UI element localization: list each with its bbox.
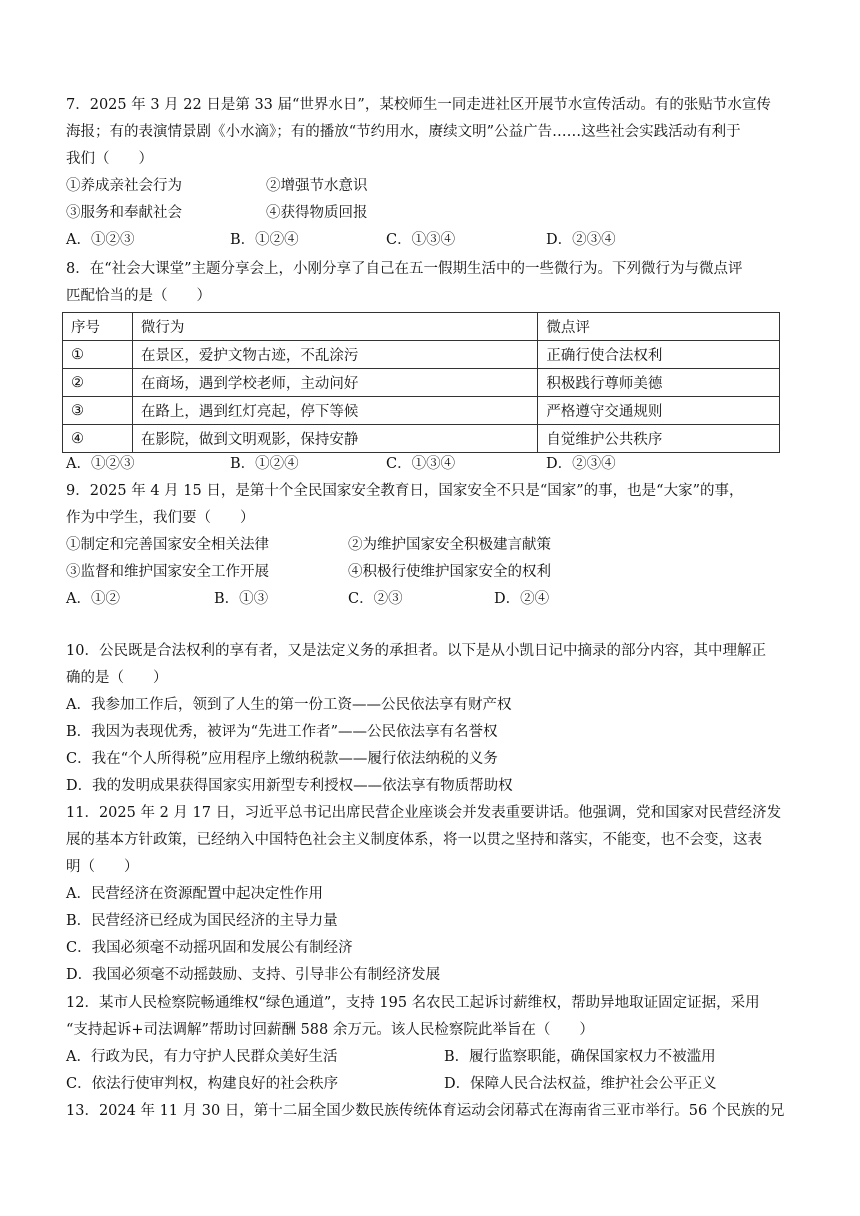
table-cell: 正确行使合法权利 [538,341,780,369]
question-stem-line: 8．在“社会大课堂”主题分享会上，小刚分享了自己在五一假期生活中的一些微行为。下列微行为与微点评 [66,261,743,277]
table-row [63,397,780,425]
answer-options-row [66,1071,792,1098]
option-a[interactable]: A．①②③ [66,456,135,472]
question-stem-line: 确的是（ ） [66,670,168,686]
option-d[interactable]: D．②③④ [546,232,616,248]
question-stem-line: 海报；有的表演情景剧《小水滴》；有的播放“节约用水，赓续文明”公益广告……这些社会实践活动有利于 [66,124,741,140]
option-b[interactable]: B．①②④ [230,456,299,472]
answer-options-row [66,1044,792,1071]
question-11 [66,800,792,989]
option-d[interactable]: D．我的发明成果获得国家实用新型专利授权——依法享有物质帮助权 [66,778,513,794]
statement-item: ①制定和完善国家安全相关法律 [66,537,269,553]
option-a[interactable]: A．民营经济在资源配置中起决定性作用 [66,886,323,902]
answer-options [66,227,792,254]
answer-options [66,586,792,613]
statement-item: ②为维护国家安全积极建言献策 [348,537,551,553]
statement-row [66,200,792,227]
statement-item: ③监督和维护国家安全工作开展 [66,564,269,580]
question-8 [66,256,792,310]
question-stem-line: 我们（ ） [66,151,153,167]
option-c[interactable]: C．依法行使审判权，构建良好的社会秩序 [66,1076,339,1092]
question-7 [66,92,792,254]
option-c[interactable]: C．我在“个人所得税”应用程序上缴纳税款——履行依法纳税的义务 [66,751,498,767]
question-stem-line: 10．公民既是合法权利的享有者，又是法定义务的承担者。以下是从小凯日记中摘录的部分内容，其中理解正 [66,643,766,659]
table-cell: ④ [63,425,133,453]
statement-row [66,559,792,586]
option-b[interactable]: B．民营经济已经成为国民经济的主导力量 [66,913,338,929]
option-c[interactable]: C．①③④ [386,456,456,472]
statement-row [66,532,792,559]
option-d[interactable]: D．②③④ [546,456,616,472]
option-d[interactable]: D．②④ [494,591,550,607]
option-b[interactable]: B．①②④ [230,232,299,248]
option-a[interactable]: A．①②③ [66,232,135,248]
table-row [63,425,780,453]
option-c[interactable]: C．①③④ [386,232,456,248]
statement-item: ①养成亲社会行为 [66,178,182,194]
table-cell: 在路上，遇到红灯亮起，停下等候 [132,397,537,425]
question-stem-line: 13．2024 年 11 月 30 日，第十二届全国少数民族传统体育运动会闭幕式在海南省三亚市举行。56 个民族的兄 [66,1103,785,1119]
question-12 [66,990,792,1098]
table-cell: ③ [63,397,133,425]
statement-item: ④积极行使维护国家安全的权利 [348,564,551,580]
option-a[interactable]: A．我参加工作后，领到了人生的第一份工资——公民依法享有财产权 [66,697,512,713]
question-10 [66,638,792,800]
question-stem-line: 7．2025 年 3 月 22 日是第 33 届“世界水日”，某校师生一同走进社区开展节水宣传活动。有的张贴节水宣传 [66,97,771,113]
table-cell: ① [63,341,133,369]
table-header-row [63,313,780,341]
option-a[interactable]: A．①② [66,591,120,607]
table-row [63,341,780,369]
question-stem-line: 12．某市人民检察院畅通维权“绿色通道”，支持 195 名农民工起诉讨薪维权，帮助异地取证固定证据，采用 [66,995,760,1011]
question-9 [66,478,792,613]
option-b[interactable]: B．履行监察职能，确保国家权力不被滥用 [444,1049,716,1065]
question-8-options [66,451,792,478]
option-d[interactable]: D．我国必须毫不动摇鼓励、支持、引导非公有制经济发展 [66,967,441,983]
statement-item: ④获得物质回报 [266,205,368,221]
table-row [63,369,780,397]
table-cell: 自觉维护公共秩序 [538,425,780,453]
option-b[interactable]: B．①③ [214,591,269,607]
statement-item: ②增强节水意识 [266,178,368,194]
option-c[interactable]: C．我国必须毫不动摇巩固和发展公有制经济 [66,940,353,956]
question-stem-line: 明（ ） [66,859,139,875]
table-header-cell: 微点评 [538,313,780,341]
question-13 [66,1098,792,1125]
question-stem-line: 11．2025 年 2 月 17 日，习近平总书记出席民营企业座谈会并发表重要讲话。他强调，党和国家对民营经济发 [66,805,782,821]
behavior-table [62,312,780,453]
option-c[interactable]: C．②③ [348,591,403,607]
table-cell: 积极践行尊师美德 [538,369,780,397]
table-header-cell: 微行为 [132,313,537,341]
question-stem-line: 作为中学生，我们要（ ） [66,510,255,526]
statement-row [66,173,792,200]
option-b[interactable]: B．我因为表现优秀，被评为“先进工作者”——公民依法享有名誉权 [66,724,498,740]
table-cell: ② [63,369,133,397]
statement-item: ③服务和奉献社会 [66,205,182,221]
question-stem-line: “支持起诉+司法调解”帮助讨回薪酬 588 余万元。该人民检察院此举旨在（ ） [66,1022,594,1038]
answer-options [66,451,792,478]
question-stem-line: 展的基本方针政策，已经纳入中国特色社会主义制度体系，将一以贯之坚持和落实，不能变，也不会变，这表 [66,832,762,848]
option-a[interactable]: A．行政为民，有力守护人民群众美好生活 [66,1049,338,1065]
question-stem-line: 匹配恰当的是（ ） [66,288,211,304]
option-d[interactable]: D．保障人民合法权益，维护社会公平正义 [444,1076,717,1092]
table-cell: 在影院，做到文明观影，保持安静 [132,425,537,453]
table-cell: 在景区，爱护文物古迹，不乱涂污 [132,341,537,369]
table-header-cell: 序号 [63,313,133,341]
table-cell: 严格遵守交通规则 [538,397,780,425]
question-stem-line: 9．2025 年 4 月 15 日，是第十个全民国家安全教育日，国家安全不只是“国家”的事，也是“大家”的事， [66,483,744,499]
table-cell: 在商场，遇到学校老师，主动问好 [132,369,537,397]
